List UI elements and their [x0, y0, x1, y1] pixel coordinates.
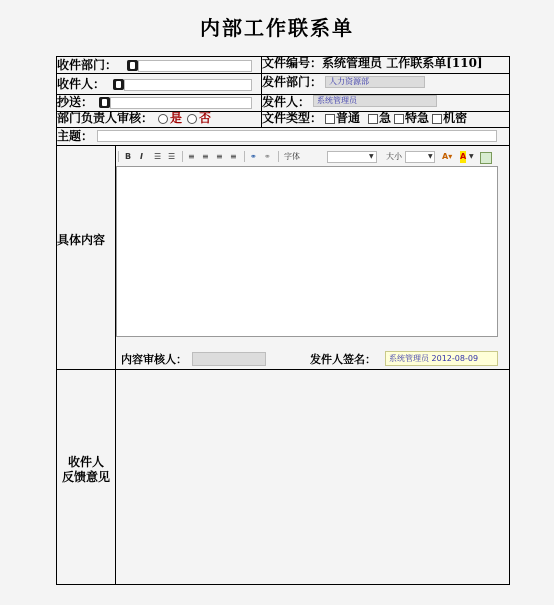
align-right-icon[interactable]: ≡ — [216, 152, 223, 161]
review-no-radio[interactable] — [187, 114, 197, 124]
size-dropdown-icon[interactable]: ▼ — [428, 153, 433, 160]
size-label: 大小 — [386, 152, 402, 161]
review-yes-label: 是 — [170, 111, 183, 125]
image-icon[interactable] — [480, 152, 492, 164]
recv-dept-label: 收件部门： — [57, 58, 118, 72]
content-reviewer-label: 内容审核人： — [121, 353, 187, 366]
editor-toolbar — [116, 150, 498, 164]
subject-label: 主题： — [57, 129, 94, 143]
review-yes-radio[interactable] — [158, 114, 168, 124]
italic-button[interactable]: I — [140, 152, 143, 161]
type-urgent-checkbox[interactable] — [368, 114, 378, 124]
cc-label: 抄送： — [57, 95, 94, 109]
recv-person-label: 收件人： — [57, 77, 106, 91]
unordered-list-icon[interactable]: ☰ — [168, 152, 176, 161]
font-label: 字体 — [284, 152, 300, 161]
doc-no-value: 系统管理员 工作联系单[110] — [322, 56, 483, 70]
recv-dept-input[interactable] — [138, 60, 252, 72]
justify-icon[interactable]: ≡ — [230, 152, 237, 161]
feedback-area[interactable] — [115, 369, 509, 584]
feedback-label-line1: 收件人 — [67, 455, 104, 469]
align-center-icon[interactable]: ≡ — [202, 152, 209, 161]
sender-sign-label: 发件人签名： — [310, 353, 376, 366]
highlight-color-icon[interactable]: A▾ — [442, 152, 453, 161]
doc-type-row — [262, 111, 467, 126]
text-color-dropdown-icon[interactable]: ▼ — [469, 153, 474, 160]
sender-sign-field: 系统管理员 2012-08-09 — [385, 351, 498, 366]
doc-no-label — [262, 56, 483, 71]
link-icon[interactable]: ⚭ — [250, 152, 257, 161]
page-title: 内部工作联系单 — [200, 16, 354, 40]
review-no-label: 否 — [199, 111, 212, 125]
doc-type-label: 文件类型： — [262, 111, 323, 125]
doc-no-label-text: 文件编号： — [262, 56, 323, 70]
type-urgent-label: 急 — [379, 111, 392, 125]
type-secret-label: 机密 — [443, 111, 468, 125]
cc-input[interactable] — [110, 97, 252, 109]
text-color-icon[interactable]: A — [460, 152, 467, 161]
type-extra-urgent-label: 特急 — [405, 111, 430, 125]
type-secret-checkbox[interactable] — [432, 114, 442, 124]
type-normal-label: 普通 — [336, 111, 361, 125]
select-dept-icon[interactable] — [127, 60, 138, 71]
content-label: 具体内容 — [57, 233, 106, 247]
dept-review-row — [57, 111, 211, 126]
feedback-label-line2: 反馈意见 — [61, 470, 110, 484]
send-dept-label: 发件部门： — [262, 75, 323, 89]
select-cc-icon[interactable] — [99, 97, 110, 108]
subject-input[interactable] — [97, 130, 497, 142]
type-extra-urgent-checkbox[interactable] — [394, 114, 404, 124]
content-editor[interactable] — [116, 166, 498, 337]
sender-label: 发件人： — [262, 95, 311, 109]
dept-review-label: 部门负责人审核： — [57, 111, 154, 125]
select-person-icon[interactable] — [113, 79, 124, 90]
feedback-label — [57, 455, 115, 485]
unlink-icon[interactable]: ⚭ — [264, 152, 271, 161]
send-dept-field: 人力资源部 — [325, 76, 425, 88]
ordered-list-icon[interactable]: ☰ — [154, 152, 162, 161]
bold-button[interactable]: B — [125, 152, 132, 161]
align-left-icon[interactable]: ≡ — [188, 152, 195, 161]
content-reviewer-field[interactable] — [192, 352, 266, 366]
font-dropdown-icon[interactable]: ▼ — [369, 153, 374, 160]
type-normal-checkbox[interactable] — [325, 114, 335, 124]
recv-person-input[interactable] — [124, 79, 252, 91]
sender-field: 系统管理员 — [313, 95, 437, 107]
